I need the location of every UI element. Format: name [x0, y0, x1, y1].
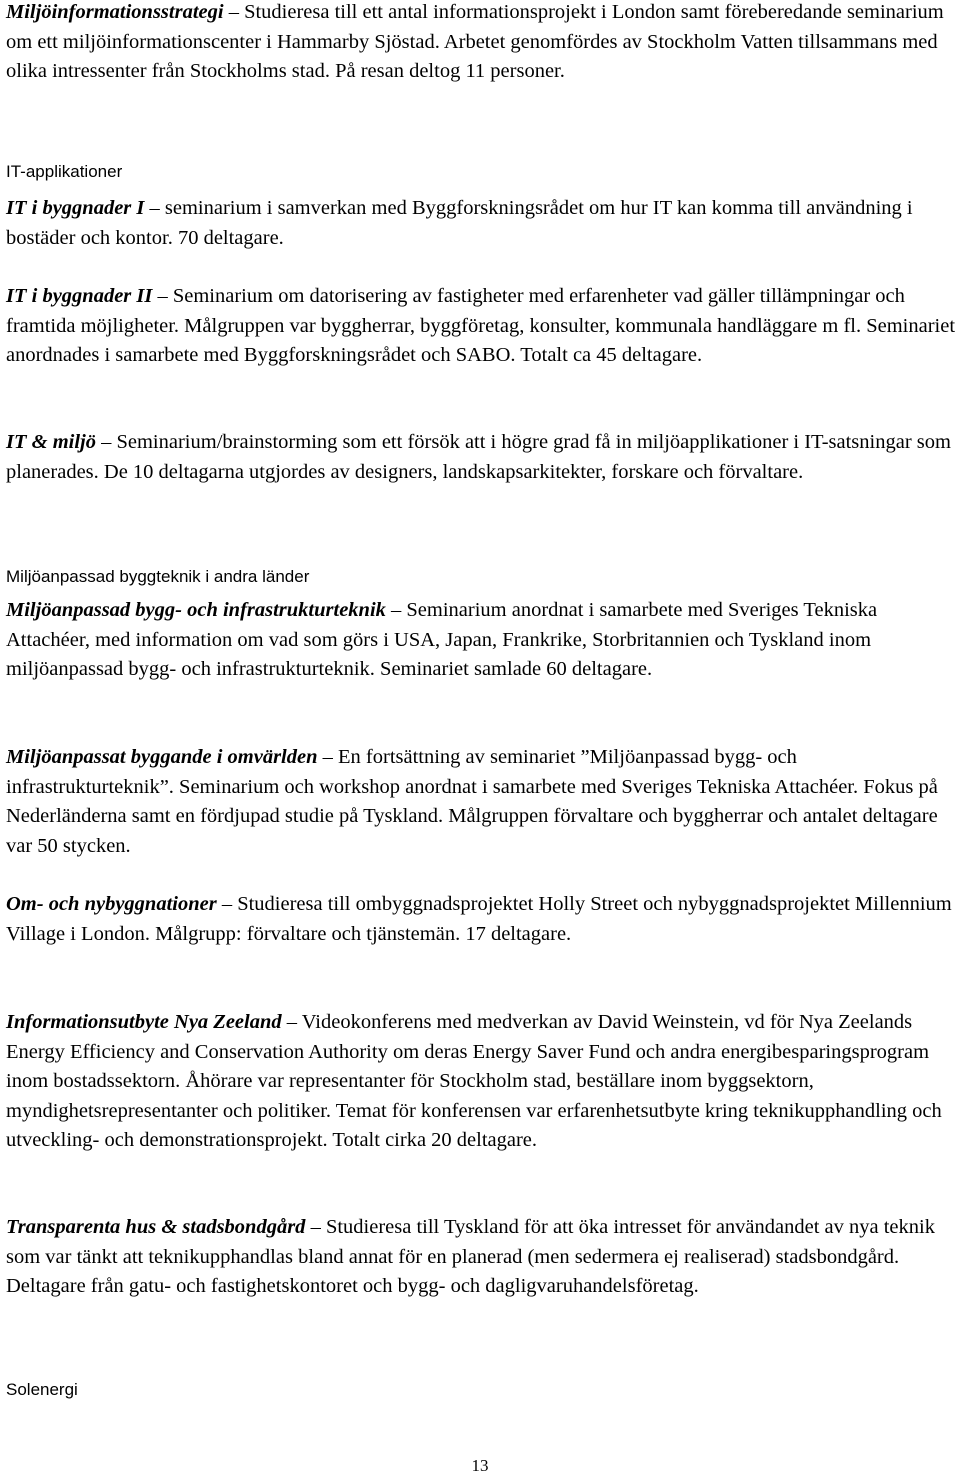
paragraph-text: – Seminarium om datorisering av fastigheter med erfarenheter vad gäller tillämpningar och framtida möjligheter. Målgruppen var byggherrar, byggföretag, konsulter, kommunala handläggare m fl. Seminariet anordnades i samarbete med Byggforskningsrådet och SABO. Totalt ca 45 deltagare.	[6, 285, 956, 366]
paragraph-lead: Miljöanpassat byggande i omvärlden	[6, 746, 318, 768]
paragraph-text: – Studieresa till Tyskland för att öka intresset för användandet av nya teknik som var tänkt att teknikupphandlas bland annat för en planerad (men sedermera ej realiserad) stadsbondgård. Deltagare från gatu- och fastighetskontoret och bygg- och dagligvaruhandelsföretag.	[6, 1216, 935, 1297]
paragraph-lead: Transparenta hus & stadsbondgård	[6, 1216, 306, 1238]
paragraph-lead: Miljöanpassad bygg- och infrastrukturteknik	[6, 599, 386, 621]
paragraph-lead: Informationsutbyte Nya Zeeland	[6, 1011, 282, 1033]
paragraph-lead: Miljöinformationsstrategi	[6, 1, 224, 23]
section-heading-it-applikationer: IT-applikationer	[6, 162, 123, 181]
paragraph-text: – seminarium i samverkan med Byggforskningsrådet om hur IT kan komma till användning i bostäder och kontor. 70 deltagare.	[6, 197, 913, 249]
paragraph-text: – En fortsättning av seminariet ”Miljöanpassad bygg- och infrastrukturteknik”. Seminarium och workshop anordnat i samarbete med Sveriges Tekniska Attachéer. Fokus på Nederländerna samt en fördjupad studie på Tyskland. Målgruppen förvaltare och byggherrar och antalet deltagare var 50 stycken.	[6, 746, 938, 857]
paragraph-transparenta-hus	[6, 1213, 958, 1302]
paragraph-lead: IT i byggnader II	[6, 285, 153, 307]
paragraph-text: – Seminarium anordnat i samarbete med Sveriges Tekniska Attachéer, med information om vad som görs i USA, Japan, Frankrike, Storbritannien och Tyskland inom miljöanpassad bygg- och infrastrukturteknik. Seminariet samlade 60 deltagare.	[6, 599, 878, 680]
paragraph-informationsutbyte-nya-zeeland	[6, 1008, 958, 1156]
paragraph-text: – Seminarium/brainstorming som ett försök att i högre grad få in miljöapplikationer i IT-satsningar som planerades. De 10 deltagarna utgjordes av designers, landskapsarkitekter, forskare och förvaltare.	[6, 431, 951, 483]
paragraph-miljoanpassat-byggande	[6, 743, 958, 861]
paragraph-text: – Studieresa till ett antal informationsprojekt i London samt föreberedande seminarium om ett miljöinformationscenter i Hammarby Sjöstad. Arbetet genomfördes av Stockholm Vatten tillsammans med olika intressenter från Stockholms stad. På resan deltog 11 personer.	[6, 1, 944, 82]
paragraph-text: – Studieresa till ombyggnadsprojektet Holly Street och nybyggnadsprojektet Millennium Village i London. Målgrupp: förvaltare och tjänstemän. 17 deltagare.	[6, 893, 952, 945]
paragraph-miljoanpassad-bygg	[6, 596, 958, 685]
paragraph-lead: IT & miljö	[6, 431, 96, 453]
section-heading-solenergi: Solenergi	[6, 1380, 78, 1399]
paragraph-it-och-miljo	[6, 428, 958, 487]
paragraph-lead: IT i byggnader I	[6, 197, 145, 219]
paragraph-text: – Videokonferens med medverkan av David Weinstein, vd för Nya Zeelands Energy Efficiency and Conservation Authority om deras Energy Saver Fund och andra energibesparingsprogram inom bostadssektorn. Åhörare var representanter för Stockholm stad, beställare inom byggsektorn, myndighetsrepresentanter och politiker. Temat för konferensen var erfarenhetsutbyte kring teknikupphandling och utveckling- och demonstrationsprojekt. Totalt cirka 20 deltagare.	[6, 1011, 942, 1151]
paragraph-miljoinformationsstrategi	[6, 0, 958, 87]
page-number: 13	[471, 1456, 489, 1475]
paragraph-it-i-byggnader-2	[6, 282, 958, 371]
paragraph-om-och-nybyggnationer	[6, 890, 958, 949]
paragraph-it-i-byggnader-1	[6, 194, 958, 253]
section-heading-miljoanpassad-byggteknik: Miljöanpassad byggteknik i andra länder	[6, 567, 310, 586]
paragraph-lead: Om- och nybyggnationer	[6, 893, 217, 915]
